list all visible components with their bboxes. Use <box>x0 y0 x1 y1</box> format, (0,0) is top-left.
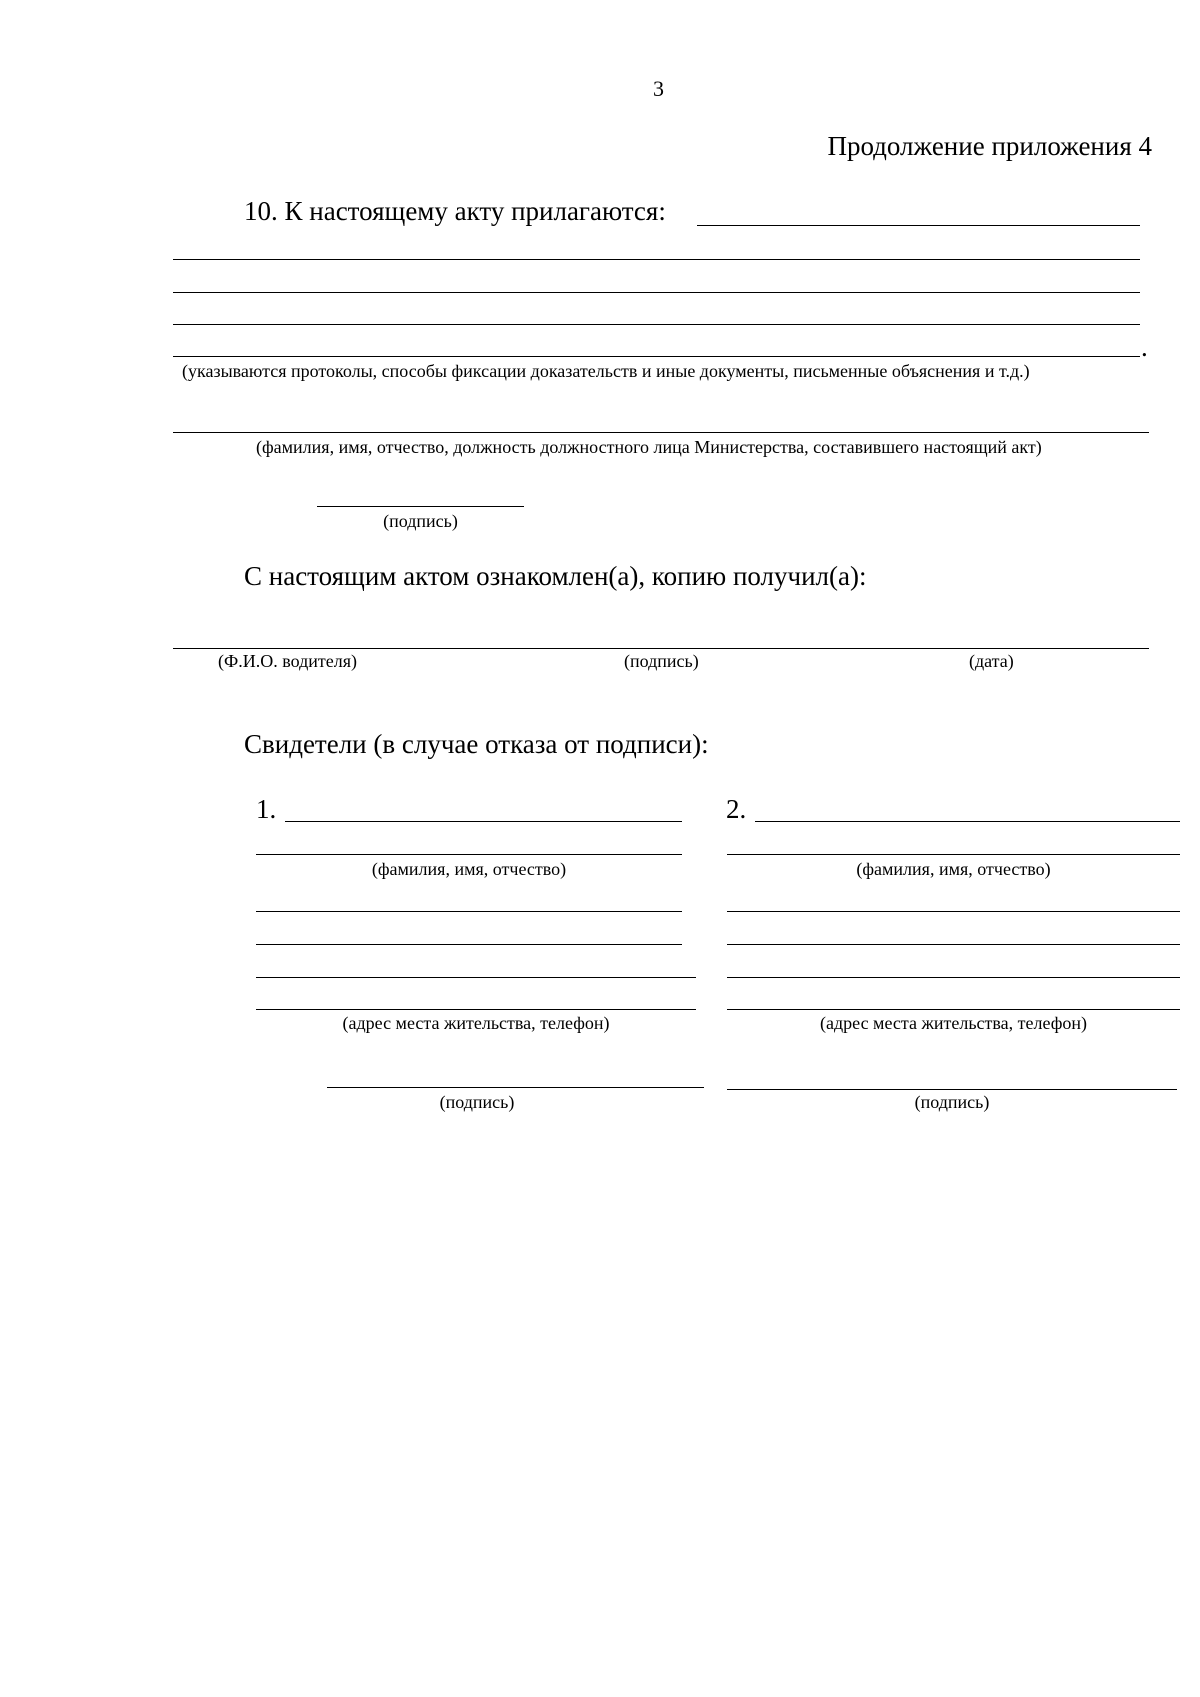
witness-2-line-1[interactable] <box>755 821 1180 822</box>
witness-1-address-caption: (адрес места жительства, телефон) <box>342 1013 610 1033</box>
driver-name-caption: (Ф.И.О. водителя) <box>218 651 357 671</box>
witness-1-address-line-1[interactable] <box>256 911 682 912</box>
witness-1-address-line-4[interactable] <box>256 1009 696 1010</box>
acknowledgement-line[interactable] <box>173 648 1149 649</box>
witness-2-address-line-1[interactable] <box>727 911 1180 912</box>
witness-1-address-line-2[interactable] <box>256 944 682 945</box>
witness-2-signature-caption: (подпись) <box>914 1092 990 1112</box>
witness-2-address-line-3[interactable] <box>727 977 1180 978</box>
attachments-field-line-2[interactable] <box>173 259 1140 260</box>
attachments-label: 10. К настоящему акту прилагаются: <box>244 196 666 226</box>
official-signature-line[interactable] <box>317 506 524 507</box>
driver-signature-caption: (подпись) <box>624 651 699 671</box>
witness-1-address-line-3[interactable] <box>256 977 696 978</box>
attachments-field-line-3[interactable] <box>173 292 1140 293</box>
attachments-field-line-5[interactable] <box>173 356 1140 357</box>
continuation-heading: Продолжение приложения 4 <box>827 131 1152 161</box>
witness-1-name-caption: (фамилия, имя, отчество) <box>371 859 567 879</box>
witness-1-number: 1. <box>256 794 277 824</box>
witness-2-address-line-4[interactable] <box>727 1009 1180 1010</box>
witnesses-heading: Свидетели (в случае отказа от подписи): <box>244 729 709 759</box>
attachments-end-mark: . <box>1141 332 1148 362</box>
witness-1-signature-caption: (подпись) <box>439 1092 515 1112</box>
witness-2-address-line-2[interactable] <box>727 944 1180 945</box>
date-caption: (дата) <box>969 651 1014 671</box>
official-signature-caption: (подпись) <box>383 511 458 531</box>
witness-1-signature-line[interactable] <box>327 1087 704 1088</box>
official-name-line[interactable] <box>173 432 1149 433</box>
witness-2-signature-line[interactable] <box>727 1089 1177 1090</box>
acknowledgement-text: С настоящим актом ознакомлен(а), копию получил(а): <box>244 561 867 591</box>
witness-2-number: 2. <box>726 794 747 824</box>
witness-1-line-1[interactable] <box>285 821 682 822</box>
attachments-caption: (указываются протоколы, способы фиксации доказательств и иные документы, письменные объяснения и т.д.) <box>182 361 1030 381</box>
attachments-field-line-1[interactable] <box>697 225 1140 226</box>
attachments-field-line-4[interactable] <box>173 324 1140 325</box>
page-number: 3 <box>653 76 664 101</box>
witness-2-name-line[interactable] <box>727 854 1180 855</box>
witness-1-name-line[interactable] <box>256 854 682 855</box>
witness-2-name-caption: (фамилия, имя, отчество) <box>856 859 1051 879</box>
official-caption: (фамилия, имя, отчество, должность должностного лица Министерства, составившего настоящий акт) <box>256 437 1042 457</box>
witness-2-address-caption: (адрес места жительства, телефон) <box>819 1013 1088 1033</box>
